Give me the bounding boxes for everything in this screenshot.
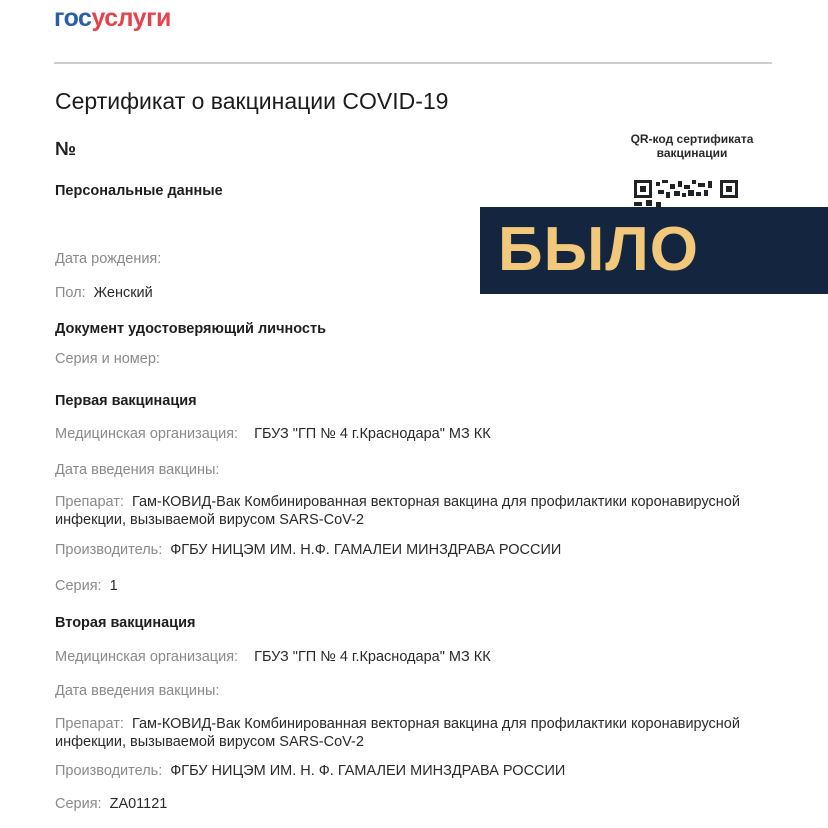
personal-data-heading: Персональные данные	[55, 183, 223, 199]
sex-row	[55, 285, 153, 301]
first-org-value: ГБУЗ "ГП № 4 г.Краснодара" МЗ КК	[254, 426, 491, 442]
first-maker-label: Производитель:	[55, 542, 163, 558]
second-org-label: Медицинская организация:	[55, 649, 239, 665]
qr-caption: QR-код сертификата вакцинации	[630, 132, 754, 160]
banner-text: БЫЛО	[498, 215, 699, 284]
second-maker-value: ФГБУ НИЦЭМ ИМ. Н. Ф. ГАМАЛЕИ МИНЗДРАВА РОССИИ	[170, 763, 566, 779]
identity-document-heading: Документ удостоверяющий личность	[55, 321, 327, 337]
second-vaccination-heading: Вторая вакцинация	[55, 615, 196, 631]
series-number-row	[55, 351, 160, 367]
was-banner	[480, 207, 828, 294]
first-org-label: Медицинская организация:	[55, 426, 239, 442]
second-drug-value: Гам-КОВИД-Вак Комбинированная векторная вакцина для профилактики коронавирусной инфекции, вызываемой вирусом SARS-CoV-2	[55, 716, 740, 750]
first-drug-label: Препарат:	[55, 494, 124, 510]
first-maker-row	[55, 542, 561, 558]
header-divider	[54, 62, 772, 64]
first-date-label: Дата введения вакцины:	[55, 462, 220, 478]
second-date-row	[55, 683, 219, 699]
first-org-row	[55, 426, 491, 442]
sex-label: Пол:	[55, 285, 86, 301]
second-series-row	[55, 796, 167, 812]
logo-part-2: услуги	[91, 4, 171, 32]
second-maker-row	[55, 763, 565, 779]
first-series-label: Серия:	[55, 578, 102, 594]
birth-date-label: Дата рождения:	[55, 251, 162, 267]
first-drug-value: Гам-КОВИД-Вак Комбинированная векторная вакцина для профилактики коронавирусной инфекции, вызываемой вирусом SARS-CoV-2	[55, 494, 740, 528]
second-drug-label: Препарат:	[55, 716, 124, 732]
second-series-value: ZA01121	[109, 796, 168, 812]
second-org-value: ГБУЗ "ГП № 4 г.Краснодара" МЗ КК	[254, 649, 491, 665]
sex-value: Женский	[93, 285, 153, 301]
first-drug-row	[55, 493, 755, 529]
birth-date-row	[55, 251, 161, 267]
page-title: Сертификат о вакцинации COVID-19	[55, 88, 449, 114]
first-series-value: 1	[109, 578, 118, 594]
qr-code	[634, 180, 744, 208]
second-maker-label: Производитель:	[55, 763, 163, 779]
second-org-row	[55, 649, 491, 665]
second-date-label: Дата введения вакцины:	[55, 683, 220, 699]
first-series-row	[55, 578, 118, 594]
gosuslugi-logo[interactable]	[54, 4, 171, 33]
second-series-label: Серия:	[55, 796, 102, 812]
series-number-label: Серия и номер:	[55, 351, 160, 367]
first-maker-value: ФГБУ НИЦЭМ ИМ. Н.Ф. ГАМАЛЕИ МИНЗДРАВА РОССИИ	[170, 542, 562, 558]
logo-part-1: гос	[54, 4, 92, 32]
first-date-row	[55, 462, 219, 478]
first-vaccination-heading: Первая вакцинация	[55, 393, 197, 409]
certificate-number-label: №	[55, 139, 77, 160]
second-drug-row	[55, 715, 755, 751]
